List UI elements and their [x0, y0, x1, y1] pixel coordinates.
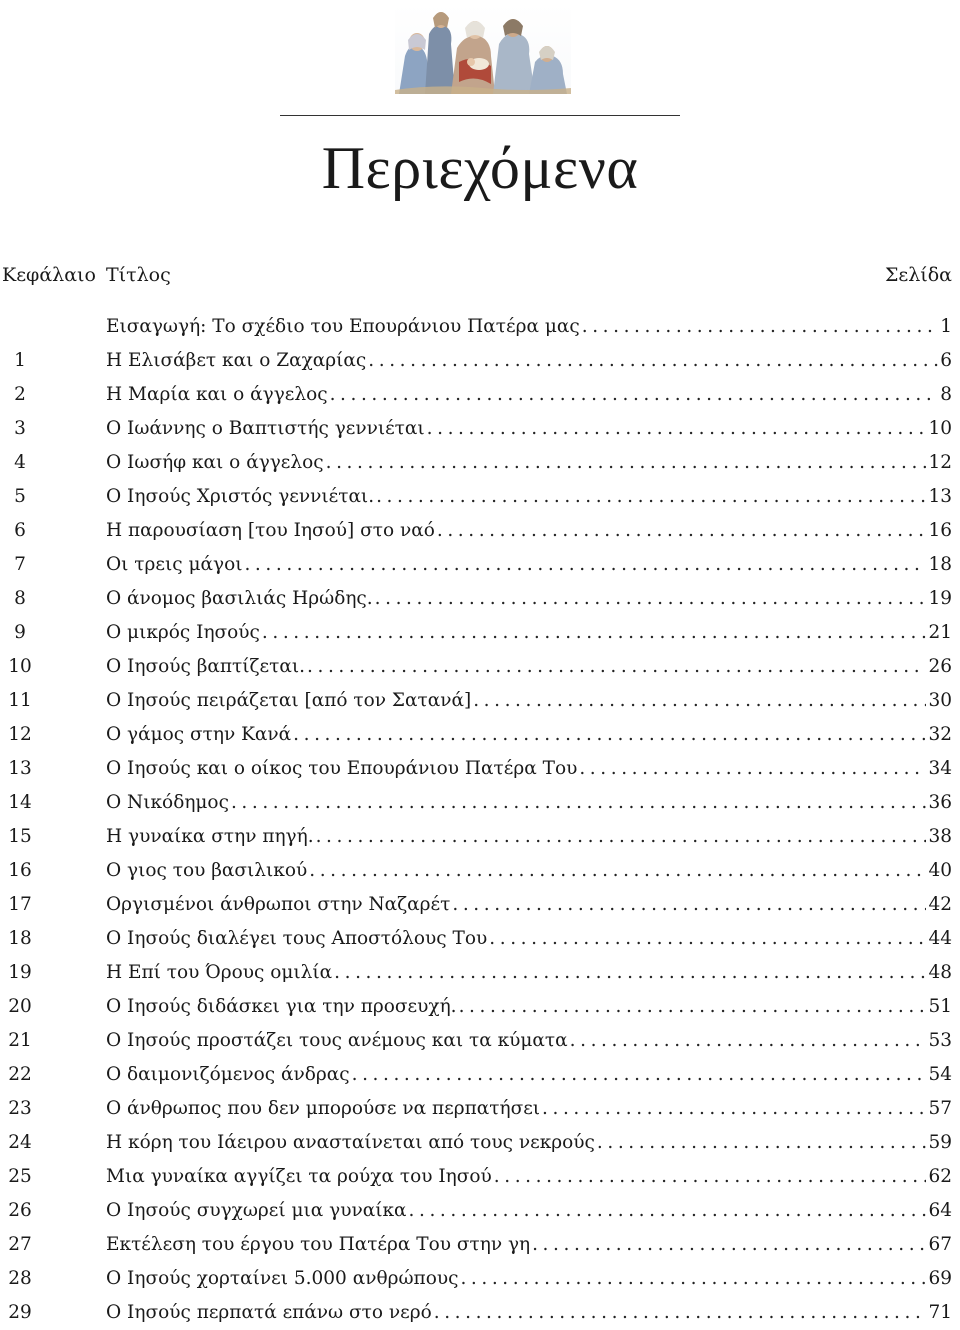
table-of-contents [0, 310, 960, 1330]
dot-leader [307, 650, 926, 684]
chapter-number: 12 [8, 724, 32, 745]
toc-entry[interactable] [0, 752, 960, 786]
chapter-number: 6 [14, 520, 26, 541]
toc-entry-line [106, 1262, 952, 1296]
dot-leader [376, 480, 926, 514]
chapter-title: Ο Ιησούς περπατά επάνω στο νερό [106, 1302, 432, 1323]
page-number: 1 [940, 316, 952, 337]
toc-entry-line [106, 480, 952, 514]
chapter-title: Ο Νικόδημος [106, 792, 229, 813]
chapter-title: Ο Ιησούς συγχωρεί μια γυναίκα [106, 1200, 407, 1221]
chapter-number: 8 [14, 588, 26, 609]
chapter-number: 27 [8, 1234, 32, 1255]
toc-entry-line [106, 1194, 952, 1228]
dot-leader [316, 820, 927, 854]
dot-leader [293, 718, 926, 752]
toc-entry[interactable] [0, 1058, 960, 1092]
page-number: 38 [928, 826, 952, 847]
toc-entry-line [106, 616, 952, 650]
page-number: 48 [928, 962, 952, 983]
page-number: 12 [928, 452, 952, 473]
toc-entry[interactable] [0, 650, 960, 684]
chapter-title: Ο γάμος στην Κανά [106, 724, 292, 745]
toc-entry-line [106, 820, 952, 854]
toc-entry-line [106, 412, 952, 446]
toc-entry[interactable] [0, 1092, 960, 1126]
page-number: 30 [928, 690, 952, 711]
page-number: 32 [928, 724, 952, 745]
chapter-title: Ο Ιησούς πειράζεται [από τον Σατανά] [106, 690, 472, 711]
page-number: 69 [928, 1268, 952, 1289]
chapter-title: Ο Ιησούς βαπτίζεται. [106, 656, 306, 677]
toc-entry-line [106, 1092, 952, 1126]
dot-leader [334, 956, 926, 990]
toc-entry[interactable] [0, 888, 960, 922]
dot-leader [437, 514, 927, 548]
chapter-number: 22 [8, 1064, 32, 1085]
page-number: 71 [928, 1302, 952, 1323]
chapter-number: 10 [8, 656, 32, 677]
toc-entry[interactable] [0, 582, 960, 616]
chapter-title: Εισαγωγή: Το σχέδιο του Επουράνιου Πατέρα μας [106, 316, 580, 337]
chapter-title: Μια γυναίκα αγγίζει τα ρούχα του Ιησού [106, 1166, 492, 1187]
dot-leader [368, 344, 938, 378]
toc-entry[interactable] [0, 1228, 960, 1262]
page-number: 26 [928, 656, 952, 677]
chapter-title: Ο Ιωάννης ο Βαπτιστής γεννιέται [106, 418, 425, 439]
dot-leader [582, 310, 938, 344]
chapter-title: Η Ελισάβετ και ο Ζαχαρίας [106, 350, 367, 371]
toc-entry[interactable] [0, 378, 960, 412]
chapter-number: 24 [8, 1132, 32, 1153]
toc-entry[interactable] [0, 412, 960, 446]
chapter-title: Ο Ιησούς χορταίνει 5.000 ανθρώπους [106, 1268, 459, 1289]
chapter-title: Η κόρη του Ιάειρου ανασταίνεται από τους νεκρούς [106, 1132, 595, 1153]
toc-entry[interactable] [0, 480, 960, 514]
dot-leader [231, 786, 927, 820]
dot-leader [459, 990, 927, 1024]
dot-leader [375, 582, 927, 616]
page-number: 51 [928, 996, 952, 1017]
dot-leader [489, 922, 926, 956]
chapter-title: Ο Ιησούς και ο οίκος του Επουράνιου Πατέρα Του [106, 758, 578, 779]
toc-entry-line [106, 650, 952, 684]
toc-entry-line [106, 956, 952, 990]
page-number: 67 [928, 1234, 952, 1255]
dot-leader [330, 378, 939, 412]
chapter-title: Ο δαιμονιζόμενος άνδρας [106, 1064, 350, 1085]
chapter-number: 29 [8, 1302, 32, 1323]
toc-entry[interactable] [0, 1126, 960, 1160]
toc-entry[interactable] [0, 310, 960, 344]
nativity-illustration [395, 4, 571, 94]
toc-entry[interactable] [0, 446, 960, 480]
chapter-title: Η Μαρία και ο άγγελος [106, 384, 328, 405]
chapter-number: 15 [8, 826, 32, 847]
toc-entry-line [106, 548, 952, 582]
page-number: 16 [928, 520, 952, 541]
chapter-number: 20 [8, 996, 32, 1017]
dot-leader [309, 854, 926, 888]
toc-entry-line [106, 514, 952, 548]
chapter-number: 1 [14, 350, 26, 371]
page-number: 36 [928, 792, 952, 813]
chapter-number: 2 [14, 384, 26, 405]
page-number: 59 [928, 1132, 952, 1153]
dot-leader [473, 684, 926, 718]
toc-entry-line [106, 1058, 952, 1092]
toc-entry[interactable] [0, 820, 960, 854]
toc-entry-line [106, 718, 952, 752]
dot-leader [532, 1228, 926, 1262]
chapter-number: 4 [14, 452, 26, 473]
toc-entry[interactable] [0, 684, 960, 718]
chapter-number: 5 [14, 486, 26, 507]
dot-leader [494, 1160, 927, 1194]
dot-leader [452, 888, 926, 922]
toc-entry-line [106, 1024, 952, 1058]
page-number: 54 [928, 1064, 952, 1085]
chapter-title: Ο Ιησούς διαλέγει τους Αποστόλους Του [106, 928, 488, 949]
toc-entry-line [106, 888, 952, 922]
column-header-chapter: Κεφάλαιο [2, 264, 96, 286]
chapter-title: Ο Ιησούς Χριστός γεννιέται. [106, 486, 375, 507]
toc-entry[interactable] [0, 990, 960, 1024]
page-number: 6 [940, 350, 952, 371]
page-number: 40 [928, 860, 952, 881]
chapter-number: 16 [8, 860, 32, 881]
chapter-number: 25 [8, 1166, 32, 1187]
page-number: 13 [928, 486, 952, 507]
toc-entry-line [106, 310, 952, 344]
toc-entry[interactable] [0, 718, 960, 752]
page-number: 44 [928, 928, 952, 949]
chapter-number: 21 [8, 1030, 32, 1051]
page-number: 42 [928, 894, 952, 915]
dot-leader [579, 752, 926, 786]
dot-leader [427, 412, 927, 446]
toc-entry-line [106, 344, 952, 378]
toc-entry[interactable] [0, 956, 960, 990]
dot-leader [542, 1092, 926, 1126]
dot-leader [262, 616, 927, 650]
dot-leader [326, 446, 927, 480]
toc-entry[interactable] [0, 1160, 960, 1194]
page-number: 10 [928, 418, 952, 439]
chapter-number: 13 [8, 758, 32, 779]
title-rule [280, 115, 680, 116]
chapter-title: Ο μικρός Ιησούς [106, 622, 260, 643]
toc-entry-line [106, 684, 952, 718]
chapter-title: Η Επί του Όρους ομιλία [106, 962, 333, 983]
chapter-title: Ο Ιησούς διδάσκει για την προσευχή. [106, 996, 457, 1017]
chapter-title: Οργισμένοι άνθρωποι στην Ναζαρέτ [106, 894, 451, 915]
toc-entry-line [106, 990, 952, 1024]
toc-entry[interactable] [0, 786, 960, 820]
dot-leader [409, 1194, 927, 1228]
toc-entry[interactable] [0, 1262, 960, 1296]
chapter-number: 28 [8, 1268, 32, 1289]
toc-entry-line [106, 922, 952, 956]
chapter-number: 23 [8, 1098, 32, 1119]
page-number: 64 [928, 1200, 952, 1221]
dot-leader [460, 1262, 926, 1296]
toc-entry-line [106, 582, 952, 616]
toc-entry[interactable] [0, 616, 960, 650]
page-number: 8 [940, 384, 952, 405]
page-number: 18 [928, 554, 952, 575]
dot-leader [352, 1058, 927, 1092]
chapter-title: Οι τρεις μάγοι [106, 554, 243, 575]
chapter-title: Ο γιος του βασιλικού [106, 860, 308, 881]
chapter-number: 7 [14, 554, 26, 575]
chapter-number: 26 [8, 1200, 32, 1221]
chapter-title: Η γυναίκα στην πηγή. [106, 826, 314, 847]
toc-entry-line [106, 1160, 952, 1194]
toc-entry[interactable] [0, 514, 960, 548]
dot-leader [244, 548, 926, 582]
page-number: 57 [928, 1098, 952, 1119]
toc-entry-line [106, 854, 952, 888]
dot-leader [597, 1126, 927, 1160]
page-title: Περιεχόμενα [321, 135, 639, 201]
toc-entry[interactable] [0, 1024, 960, 1058]
toc-entry-line [106, 446, 952, 480]
column-header-page: Σελίδα [884, 264, 952, 286]
page-number: 21 [928, 622, 952, 643]
toc-entry[interactable] [0, 344, 960, 378]
toc-entry-line [106, 752, 952, 786]
column-header-title: Τίτλος [106, 264, 171, 286]
chapter-number: 18 [8, 928, 32, 949]
toc-entry[interactable] [0, 922, 960, 956]
chapter-number: 19 [8, 962, 32, 983]
toc-entry[interactable] [0, 548, 960, 582]
page-number: 19 [928, 588, 952, 609]
chapter-title: Ο άνθρωπος που δεν μπορούσε να περπατήσει [106, 1098, 541, 1119]
chapter-title: Ο άνομος βασιλιάς Ηρώδης. [106, 588, 373, 609]
page-number: 53 [928, 1030, 952, 1051]
chapter-title: Η παρουσίαση [του Ιησού] στο ναό [106, 520, 435, 541]
chapter-title: Εκτέλεση του έργου του Πατέρα Του στην γη [106, 1234, 531, 1255]
chapter-number: 3 [14, 418, 26, 439]
dot-leader [570, 1024, 927, 1058]
toc-entry-line [106, 1126, 952, 1160]
toc-entry[interactable] [0, 854, 960, 888]
chapter-title: Ο Ιωσήφ και ο άγγελος [106, 452, 324, 473]
chapter-number: 11 [8, 690, 32, 711]
chapter-number: 14 [8, 792, 32, 813]
chapter-number: 17 [8, 894, 32, 915]
toc-entry-line [106, 1228, 952, 1262]
page-number: 62 [928, 1166, 952, 1187]
chapter-title: Ο Ιησούς προστάζει τους ανέμους και τα κύματα [106, 1030, 568, 1051]
page-number: 34 [928, 758, 952, 779]
toc-entry-line [106, 786, 952, 820]
toc-entry[interactable] [0, 1194, 960, 1228]
toc-entry-line [106, 378, 952, 412]
chapter-number: 9 [14, 622, 26, 643]
